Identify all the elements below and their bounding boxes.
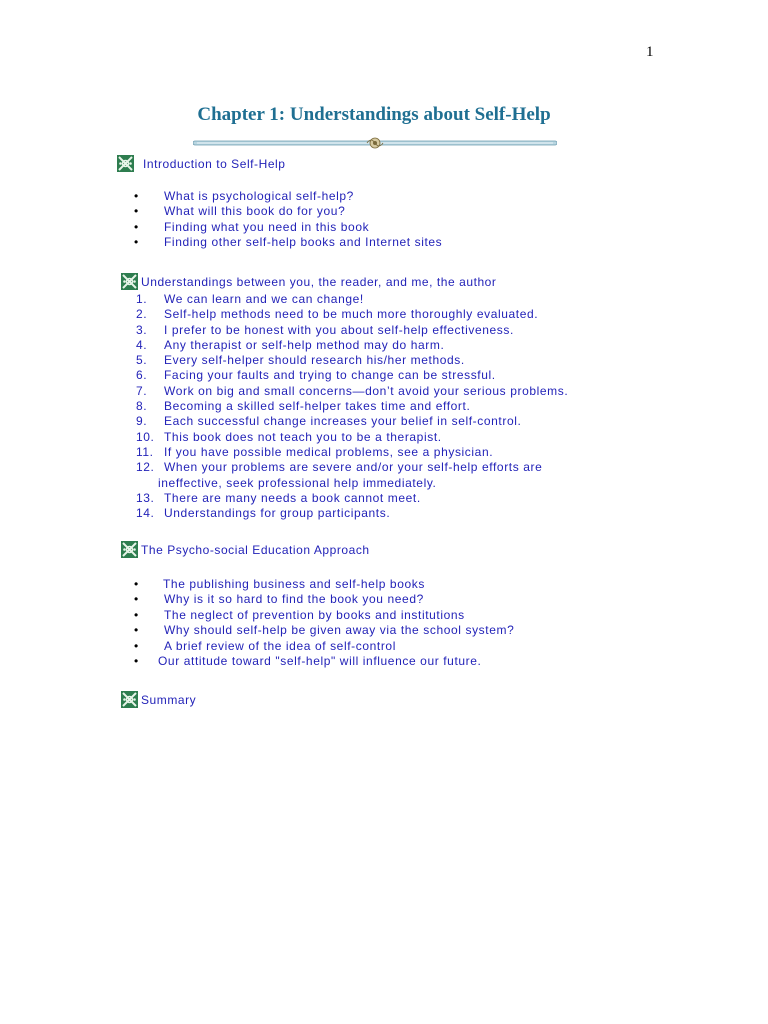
- topic-link[interactable]: A brief review of the idea of self-control: [164, 638, 396, 653]
- section-heading-understandings: Understandings between you, the reader, and me, the author: [141, 274, 497, 289]
- bullet: •: [134, 638, 139, 653]
- item-number: 13.: [136, 490, 155, 505]
- list-item[interactable]: [134, 592, 514, 607]
- list-item[interactable]: [136, 491, 568, 506]
- list-item[interactable]: [136, 353, 568, 368]
- list-item[interactable]: [134, 220, 442, 235]
- topic-link[interactable]: Finding what you need in this book: [164, 219, 370, 234]
- list-item[interactable]: [134, 654, 514, 669]
- understanding-link[interactable]: Work on big and small concerns—don’t avoid your serious problems.: [164, 383, 569, 398]
- item-number: 12.: [136, 460, 155, 475]
- intro-topic-list: [134, 189, 442, 251]
- topic-link[interactable]: Why should self-help be given away via the school system?: [164, 623, 515, 638]
- list-item[interactable]: [136, 506, 568, 521]
- topic-link[interactable]: What is psychological self-help?: [164, 189, 354, 203]
- topic-link[interactable]: Finding other self-help books and Internet sites: [164, 235, 443, 250]
- list-item[interactable]: [136, 307, 568, 322]
- bullet: •: [134, 653, 139, 668]
- item-number: 7.: [136, 383, 148, 398]
- list-item[interactable]: [134, 189, 442, 204]
- item-number: 3.: [136, 322, 148, 337]
- understanding-link[interactable]: We can learn and we can change!: [164, 292, 364, 306]
- list-item[interactable]: [136, 368, 568, 383]
- psycho-social-topic-list: [134, 577, 514, 669]
- list-item[interactable]: [136, 399, 568, 414]
- understanding-link[interactable]: Self-help methods need to be much more thoroughly evaluated.: [164, 307, 539, 322]
- section-summary[interactable]: [121, 691, 196, 708]
- list-item[interactable]: [136, 338, 568, 353]
- understanding-link[interactable]: This book does not teach you to be a therapist.: [164, 429, 442, 444]
- understanding-link[interactable]: Facing your faults and trying to change can be stressful.: [164, 368, 496, 383]
- bullet: •: [134, 204, 139, 219]
- item-number: 6.: [136, 368, 148, 383]
- bullet: •: [134, 189, 139, 203]
- list-item[interactable]: [136, 292, 568, 307]
- section-heading-psycho-social: The Psycho-social Education Approach: [141, 542, 370, 557]
- understanding-link[interactable]: There are many needs a book cannot meet.: [164, 490, 421, 505]
- item-number: 10.: [136, 429, 155, 444]
- bullet: •: [134, 592, 139, 607]
- page-number: 1: [646, 44, 654, 60]
- understanding-link[interactable]: Each successful change increases your belief in self-control.: [164, 414, 522, 429]
- list-item[interactable]: [136, 445, 568, 460]
- understanding-link[interactable]: Becoming a skilled self-helper takes time and effort.: [164, 399, 471, 414]
- topic-link[interactable]: Our attitude toward "self-help" will influence our future.: [158, 653, 482, 668]
- celtic-knot-icon: [117, 155, 134, 172]
- list-item[interactable]: [136, 323, 568, 338]
- item-number: 11.: [136, 444, 154, 459]
- item-number: 14.: [136, 506, 155, 521]
- section-heading-summary: Summary: [141, 692, 197, 707]
- section-heading-intro: Introduction to Self-Help: [143, 156, 286, 171]
- bullet: •: [134, 235, 139, 250]
- section-psycho-social[interactable]: [121, 541, 370, 558]
- understanding-link[interactable]: I prefer to be honest with you about self-help effectiveness.: [164, 322, 514, 337]
- list-item[interactable]: [134, 235, 442, 250]
- understanding-link[interactable]: If you have possible medical problems, see a physician.: [164, 444, 494, 459]
- celtic-knot-icon: [121, 273, 138, 290]
- bullet: •: [134, 607, 139, 622]
- topic-link[interactable]: Why is it so hard to find the book you need?: [164, 592, 424, 607]
- chapter-title: Chapter 1: Understandings about Self-Help: [197, 104, 551, 125]
- topic-link[interactable]: What will this book do for you?: [164, 204, 346, 219]
- understanding-link[interactable]: Every self-helper should research his/her methods.: [164, 353, 465, 368]
- celtic-knot-icon: [121, 541, 138, 558]
- list-item[interactable]: [136, 460, 568, 491]
- list-item[interactable]: [134, 204, 442, 219]
- topic-link[interactable]: The neglect of prevention by books and institutions: [164, 607, 465, 622]
- understanding-link[interactable]: Any therapist or self-help method may do harm.: [164, 337, 445, 352]
- bullet: •: [134, 577, 139, 591]
- item-number: 4.: [136, 337, 148, 352]
- list-item[interactable]: [136, 414, 568, 429]
- item-number: 5.: [136, 353, 148, 368]
- item-number: 2.: [136, 307, 148, 322]
- item-number: 1.: [136, 292, 148, 306]
- list-item[interactable]: [134, 623, 514, 638]
- celtic-knot-icon: [121, 691, 138, 708]
- understanding-link[interactable]: When your problems are severe and/or your self-help efforts are: [164, 460, 543, 475]
- item-number: 8.: [136, 399, 148, 414]
- bullet: •: [134, 623, 139, 638]
- list-item[interactable]: [136, 430, 568, 445]
- understanding-link-continuation[interactable]: ineffective, seek professional help immediately.: [158, 475, 437, 490]
- list-item[interactable]: [136, 384, 568, 399]
- list-item[interactable]: [134, 608, 514, 623]
- understanding-link[interactable]: Understandings for group participants.: [164, 506, 391, 521]
- item-number: 9.: [136, 414, 148, 429]
- bullet: •: [134, 219, 139, 234]
- understandings-list: [136, 292, 568, 521]
- topic-link[interactable]: The publishing business and self-help books: [163, 577, 425, 591]
- section-intro[interactable]: [117, 155, 286, 172]
- section-understandings[interactable]: [121, 273, 496, 290]
- list-item[interactable]: [134, 577, 514, 592]
- title-divider: [193, 136, 557, 150]
- list-item[interactable]: [134, 639, 514, 654]
